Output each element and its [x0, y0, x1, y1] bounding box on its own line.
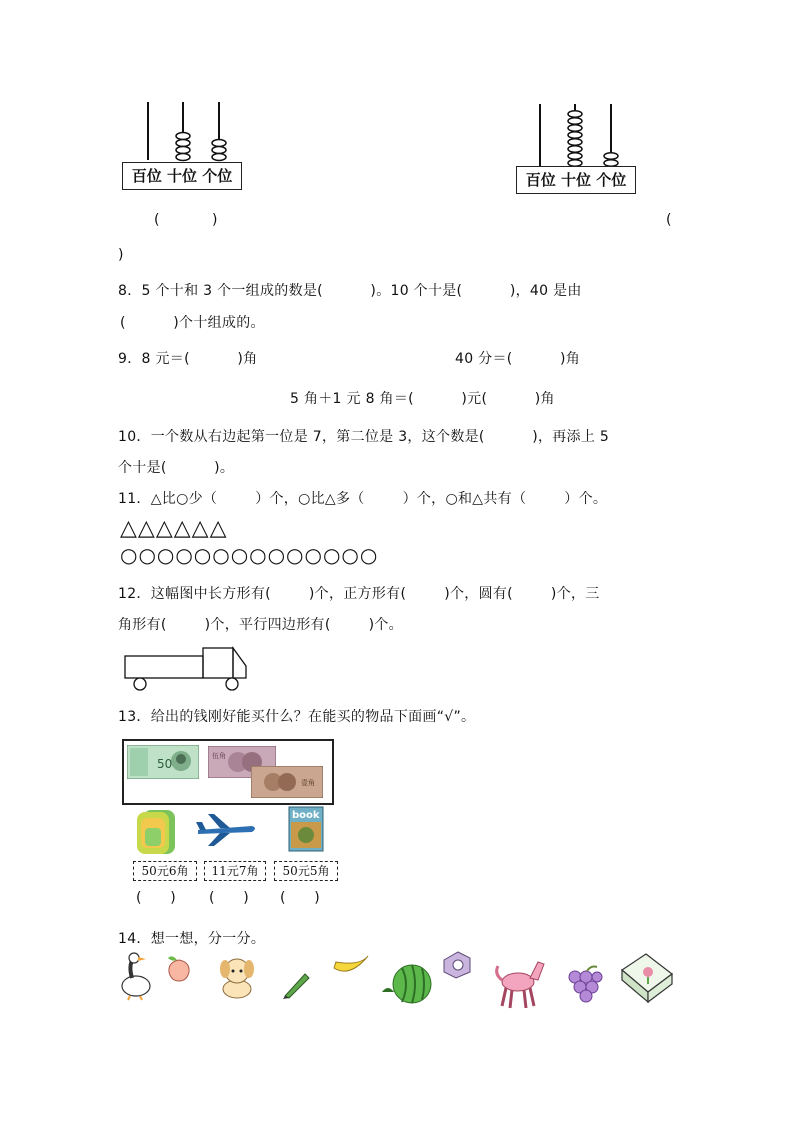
truck-rectangle: [125, 656, 203, 678]
banana-image: [330, 948, 372, 978]
peach-image: [164, 954, 194, 984]
answer-book[interactable]: ( ): [280, 890, 321, 906]
sharpener-image: [440, 950, 474, 980]
q8-line2: ( )个十组成的。: [120, 315, 265, 331]
abacus-right-answer-close: ): [118, 247, 124, 263]
pencil-image: [281, 968, 313, 1000]
truck-trapezoid: [233, 648, 246, 678]
price-book: 50元5角: [274, 861, 338, 881]
price-airplane: 11元7角: [204, 861, 266, 881]
note-50-value: 50: [157, 757, 173, 771]
note-50-yuan: [127, 745, 199, 779]
q10-line1: 10．一个数从右边起第一位是 7，第二位是 3，这个数是( )，再添上 5: [118, 429, 610, 445]
duck-image: [118, 950, 154, 1002]
q10-line2: 个十是( )。: [118, 460, 235, 476]
abacus-right-label: 百位 十位 个位: [516, 166, 636, 194]
puppy-image: [215, 955, 259, 1001]
grapes-image: [565, 963, 603, 1003]
book-title: book: [292, 810, 320, 821]
note-5-jiao-label: 伍角: [212, 752, 226, 760]
answer-airplane[interactable]: ( ): [209, 890, 250, 906]
q8-line1: 8．5 个十和 3 个一组成的数是( )。10 个十是( )，40 是由: [118, 283, 582, 299]
price-backpack: 50元6角: [133, 861, 197, 881]
abacus-right-answer-open[interactable]: (: [666, 212, 672, 228]
truck-wheel-back: [134, 678, 146, 690]
q9-line2: 5 角＋1 元 8 角＝( )元( )角: [290, 391, 555, 407]
answer-backpack[interactable]: ( ): [136, 890, 177, 906]
q11-line1: 11．△比○少（ ）个，○比△多（ ）个，○和△共有（ ）个。: [118, 491, 608, 507]
abacus-left-label: 百位 十位 个位: [122, 162, 242, 190]
pencil-case-image: [618, 950, 676, 1006]
horse-image: [492, 954, 550, 1010]
q12-line2: 角形有( )个，平行四边形有( )个。: [118, 617, 403, 633]
q11-triangles: △△△△△△: [120, 516, 228, 541]
q9-line1a: 9．8 元＝( )角: [118, 351, 258, 367]
book-image: [288, 806, 324, 852]
q12-line1: 12．这幅图中长方形有( )个，正方形有( )个，圆有( )个，三: [118, 586, 600, 602]
note-1-jiao: [251, 766, 323, 798]
truck-figure: [120, 644, 255, 694]
q13-line1: 13．给出的钱刚好能买什么？在能买的物品下面画“√”。: [118, 709, 476, 725]
truck-square: [203, 648, 233, 678]
backpack-image: [133, 806, 179, 856]
note-1-jiao-label: 壹角: [301, 779, 315, 787]
q14-line1: 14．想一想，分一分。: [118, 931, 266, 947]
q9-line1b: 40 分＝( )角: [455, 351, 581, 367]
truck-wheel-front: [226, 678, 238, 690]
airplane-image: [194, 812, 260, 848]
q11-circles: ○○○○○○○○○○○○○○: [120, 543, 379, 567]
abacus-left-answer[interactable]: ( ): [154, 212, 218, 228]
watermelon-image: [380, 962, 434, 1008]
